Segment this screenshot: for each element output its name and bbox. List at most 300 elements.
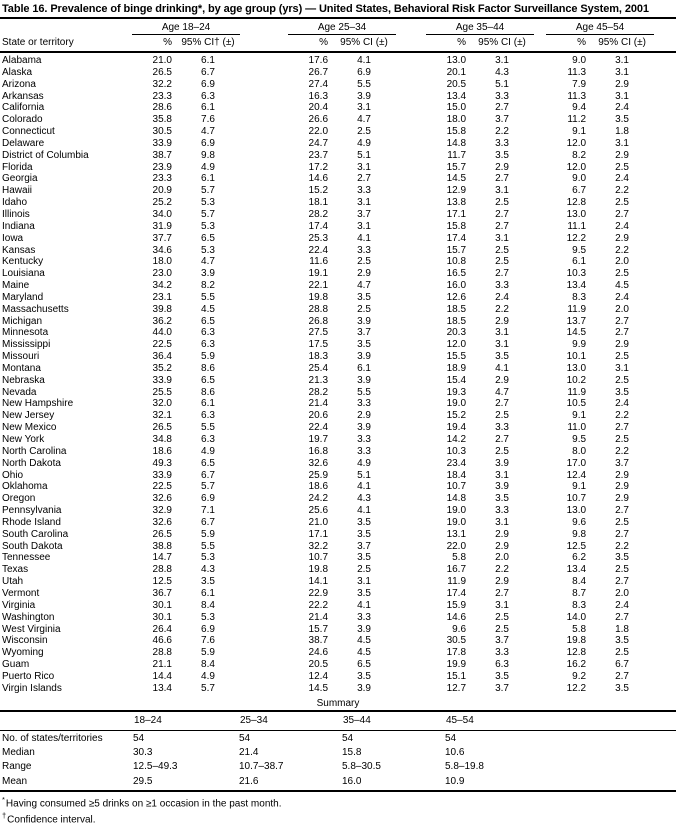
pct-value: 18.9 bbox=[446, 362, 467, 374]
spacer bbox=[654, 316, 676, 328]
ci-value: 5.5 bbox=[201, 291, 215, 303]
pct-value: 16.0 bbox=[446, 280, 467, 292]
summary-col-header-45-54: 45–54 bbox=[443, 711, 676, 731]
spacer bbox=[654, 481, 676, 493]
spacer bbox=[396, 268, 426, 280]
pct-value: 9.2 bbox=[572, 670, 587, 682]
table-row bbox=[0, 434, 676, 446]
pct-value: 9.0 bbox=[572, 173, 587, 185]
spacer bbox=[654, 410, 676, 422]
ci-value: 5.5 bbox=[201, 422, 215, 434]
spacer bbox=[534, 221, 546, 233]
table-row bbox=[0, 304, 676, 316]
state-name: Puerto Rico bbox=[2, 670, 55, 682]
ci-header-2: 95% CI (±) bbox=[332, 35, 396, 53]
spacer bbox=[654, 552, 676, 564]
pct-value: 23.3 bbox=[152, 173, 172, 185]
ci-value: 2.9 bbox=[495, 315, 509, 327]
spacer bbox=[654, 387, 676, 399]
pct-value: 19.8 bbox=[308, 291, 329, 303]
pct-value: 13.0 bbox=[566, 505, 587, 517]
pct-value: 19.9 bbox=[446, 659, 467, 671]
pct-value: 22.0 bbox=[308, 126, 329, 138]
spacer bbox=[240, 173, 288, 185]
pct-value: 30.1 bbox=[152, 599, 172, 611]
pct-value: 26.6 bbox=[308, 114, 329, 126]
spacer bbox=[240, 541, 288, 553]
pct-value: 21.0 bbox=[152, 55, 172, 66]
state-name: Delaware bbox=[2, 137, 45, 149]
group-spacer bbox=[240, 19, 288, 35]
pct-value: 15.7 bbox=[446, 244, 467, 256]
pct-value: 5.8 bbox=[572, 623, 587, 635]
spacer bbox=[240, 493, 288, 505]
table-row bbox=[0, 446, 676, 458]
state-name: Michigan bbox=[2, 315, 43, 327]
pct-value: 17.5 bbox=[308, 339, 329, 351]
table-row bbox=[0, 493, 676, 505]
table-row bbox=[0, 79, 676, 91]
spacer bbox=[240, 387, 288, 399]
ci-value: 6.7 bbox=[615, 659, 629, 671]
summary-value: 30.3 bbox=[133, 746, 153, 758]
pct-value: 49.3 bbox=[152, 457, 172, 469]
summary-col-header-18-24: 18–24 bbox=[131, 711, 237, 731]
ci-value: 2.5 bbox=[357, 256, 371, 268]
spacer bbox=[654, 493, 676, 505]
spacer bbox=[654, 517, 676, 529]
pct-value: 11.6 bbox=[309, 256, 329, 268]
spacer bbox=[396, 671, 426, 683]
summary-value: 12.5–49.3 bbox=[133, 761, 178, 773]
spacer bbox=[534, 659, 546, 671]
spacer bbox=[534, 162, 546, 174]
ci-value: 2.5 bbox=[615, 434, 629, 445]
spacer bbox=[654, 256, 676, 268]
ci-header-1: 95% CI† (±) bbox=[176, 35, 240, 53]
table-row bbox=[0, 209, 676, 221]
ci-value: 4.1 bbox=[357, 232, 371, 244]
pct-value: 11.9 bbox=[567, 386, 587, 398]
ci-value: 3.3 bbox=[495, 90, 509, 102]
state-name: Idaho bbox=[2, 197, 28, 209]
spacer bbox=[240, 91, 288, 103]
spacer bbox=[654, 126, 676, 138]
pct-value: 38.8 bbox=[152, 540, 172, 552]
ci-value: 2.5 bbox=[495, 256, 509, 268]
spacer bbox=[240, 659, 288, 671]
pct-value: 9.5 bbox=[572, 434, 587, 445]
pct-header-1: % bbox=[132, 35, 176, 53]
ci-value: 4.1 bbox=[357, 505, 371, 517]
state-name: Massachusetts bbox=[2, 303, 69, 315]
pct-value: 10.7 bbox=[446, 481, 467, 493]
spacer bbox=[534, 683, 546, 695]
pct-value: 32.9 bbox=[152, 505, 172, 517]
ci-value: 8.4 bbox=[201, 659, 215, 671]
spacer bbox=[396, 635, 426, 647]
ci-value: 2.7 bbox=[615, 611, 629, 623]
spacer bbox=[396, 162, 426, 174]
ci-value: 3.5 bbox=[495, 351, 509, 363]
spacer bbox=[396, 102, 426, 114]
ci-value: 2.5 bbox=[615, 268, 629, 280]
spacer bbox=[534, 529, 546, 541]
pct-value: 14.8 bbox=[446, 137, 467, 149]
ci-value: 3.1 bbox=[615, 137, 629, 149]
table-row bbox=[0, 197, 676, 209]
table-row bbox=[0, 375, 676, 387]
ci-value: 2.4 bbox=[615, 220, 629, 232]
pct-value: 34.0 bbox=[152, 208, 172, 220]
ci-value: 5.9 bbox=[201, 528, 215, 540]
pct-value: 28.6 bbox=[152, 102, 172, 114]
state-name: Louisiana bbox=[2, 268, 45, 280]
ci-header-3: 95% CI (±) bbox=[470, 35, 534, 53]
ci-value: 2.9 bbox=[615, 493, 629, 505]
page-title: Table 16. Prevalence of binge drinking*, by age group (yrs) — United States, Behavioral Risk Factor Surveillance System, 2001 bbox=[0, 0, 676, 19]
spacer bbox=[240, 434, 288, 446]
ci-value: 2.9 bbox=[615, 481, 629, 493]
pct-value: 21.0 bbox=[308, 516, 329, 528]
ci-value: 5.3 bbox=[201, 611, 215, 623]
state-name: Minnesota bbox=[2, 327, 49, 339]
spacer bbox=[534, 102, 546, 114]
state-name: Utah bbox=[2, 576, 24, 588]
state-name: Arizona bbox=[2, 78, 36, 90]
spacer bbox=[654, 647, 676, 659]
table-row bbox=[0, 422, 676, 434]
table-row bbox=[0, 280, 676, 292]
pct-value: 28.2 bbox=[308, 386, 329, 398]
ci-value: 2.5 bbox=[615, 351, 629, 363]
state-name: Mississippi bbox=[2, 339, 51, 351]
spacer bbox=[654, 671, 676, 683]
pct-value: 22.2 bbox=[308, 599, 329, 611]
ci-value: 3.9 bbox=[357, 623, 371, 635]
state-name: Wisconsin bbox=[2, 635, 48, 647]
pct-value: 22.0 bbox=[446, 540, 467, 552]
spacer bbox=[654, 470, 676, 482]
pct-value: 25.2 bbox=[152, 197, 172, 209]
ci-value: 6.9 bbox=[201, 137, 215, 149]
table-row bbox=[0, 410, 676, 422]
ci-value: 3.7 bbox=[495, 114, 509, 126]
spacer bbox=[396, 67, 426, 79]
spacer bbox=[654, 434, 676, 446]
spacer bbox=[534, 600, 546, 612]
spacer bbox=[654, 363, 676, 375]
spacer bbox=[534, 52, 546, 67]
ci-value: 4.9 bbox=[357, 137, 371, 149]
pct-value: 23.4 bbox=[446, 457, 467, 469]
pct-value: 13.4 bbox=[566, 280, 587, 292]
ci-value: 3.9 bbox=[495, 457, 509, 469]
spacer bbox=[534, 245, 546, 257]
spacer bbox=[396, 576, 426, 588]
table-row bbox=[0, 624, 676, 636]
pct-value: 32.6 bbox=[152, 493, 172, 505]
spacer bbox=[534, 114, 546, 126]
ci-value: 3.1 bbox=[357, 161, 371, 173]
table-row bbox=[0, 327, 676, 339]
spacer bbox=[534, 292, 546, 304]
pct-value: 15.4 bbox=[446, 374, 467, 386]
ci-value: 6.9 bbox=[201, 493, 215, 505]
ci-value: 3.3 bbox=[357, 185, 371, 197]
spacer bbox=[654, 304, 676, 316]
summary-table bbox=[0, 710, 676, 793]
pct-value: 21.4 bbox=[308, 611, 329, 623]
ci-value: 2.2 bbox=[615, 185, 629, 197]
spacer bbox=[534, 173, 546, 185]
pct-value: 20.6 bbox=[308, 410, 329, 422]
pct-value: 10.1 bbox=[566, 351, 587, 363]
ci-value: 3.7 bbox=[357, 327, 371, 339]
summary-corner-cell bbox=[0, 711, 131, 731]
spacer bbox=[396, 612, 426, 624]
pct-value: 13.8 bbox=[446, 197, 467, 209]
pct-value: 18.5 bbox=[446, 315, 467, 327]
spacer bbox=[396, 624, 426, 636]
ci-value: 3.9 bbox=[201, 268, 215, 280]
spacer bbox=[396, 79, 426, 91]
summary-header-row bbox=[0, 711, 676, 731]
pct-value: 18.3 bbox=[308, 351, 329, 363]
pct-value: 9.9 bbox=[572, 339, 587, 351]
summary-row-label: Range bbox=[2, 761, 32, 773]
pct-value: 33.9 bbox=[152, 469, 172, 481]
table-row bbox=[0, 564, 676, 576]
ci-value: 4.5 bbox=[357, 647, 371, 659]
ci-value: 7.6 bbox=[201, 635, 215, 647]
ci-value: 6.1 bbox=[201, 55, 215, 66]
ci-value: 2.0 bbox=[615, 587, 629, 599]
spacer bbox=[654, 339, 676, 351]
pct-value: 32.6 bbox=[308, 457, 329, 469]
state-table-body bbox=[0, 52, 676, 695]
summary-value: 16.0 bbox=[342, 775, 362, 787]
pct-value: 37.7 bbox=[152, 232, 172, 244]
ci-value: 4.1 bbox=[357, 599, 371, 611]
ci-value: 2.7 bbox=[615, 315, 629, 327]
pct-value: 10.5 bbox=[566, 398, 587, 410]
pct-value: 22.4 bbox=[308, 422, 329, 434]
spacer bbox=[654, 114, 676, 126]
pct-value: 14.5 bbox=[446, 173, 467, 185]
spacer bbox=[240, 268, 288, 280]
ci-value: 4.9 bbox=[357, 457, 371, 469]
pct-value: 23.3 bbox=[152, 90, 172, 102]
pct-value: 8.3 bbox=[572, 291, 587, 303]
table-row bbox=[0, 387, 676, 399]
ci-value: 3.1 bbox=[495, 469, 509, 481]
pct-value: 28.2 bbox=[308, 208, 329, 220]
pct-value: 15.8 bbox=[446, 220, 467, 232]
spacer bbox=[396, 434, 426, 446]
ci-value: 6.5 bbox=[201, 315, 215, 327]
spacer bbox=[534, 327, 546, 339]
spacer bbox=[534, 304, 546, 316]
state-name: Oklahoma bbox=[2, 481, 48, 493]
pct-value: 13.7 bbox=[566, 315, 587, 327]
ci-value: 3.3 bbox=[495, 280, 509, 292]
ci-value: 2.5 bbox=[495, 410, 509, 422]
spacer bbox=[534, 67, 546, 79]
ci-value: 2.5 bbox=[495, 197, 509, 209]
ci-value: 4.9 bbox=[201, 445, 215, 457]
pct-value: 23.9 bbox=[152, 161, 172, 173]
pct-value: 14.5 bbox=[566, 327, 587, 339]
spacer bbox=[654, 505, 676, 517]
pct-value: 30.1 bbox=[152, 611, 172, 623]
pct-value: 9.4 bbox=[572, 102, 587, 114]
table-row bbox=[0, 162, 676, 174]
spacer bbox=[240, 576, 288, 588]
ci-value: 2.5 bbox=[615, 161, 629, 173]
ci-value: 3.3 bbox=[495, 505, 509, 517]
spacer bbox=[534, 588, 546, 600]
ci-value: 2.9 bbox=[357, 410, 371, 422]
ci-value: 6.9 bbox=[357, 66, 371, 78]
ci-value: 2.7 bbox=[615, 528, 629, 540]
pct-value: 16.7 bbox=[446, 564, 467, 576]
ci-value: 2.7 bbox=[495, 102, 509, 114]
summary-row-label: Mean bbox=[2, 775, 28, 787]
table-row bbox=[0, 102, 676, 114]
pct-value: 24.7 bbox=[308, 137, 329, 149]
spacer bbox=[396, 458, 426, 470]
ci-value: 2.7 bbox=[615, 327, 629, 339]
spacer bbox=[534, 541, 546, 553]
spacer bbox=[396, 245, 426, 257]
pct-value: 35.8 bbox=[152, 114, 172, 126]
summary-value: 5.8–30.5 bbox=[342, 761, 381, 773]
state-name: Hawaii bbox=[2, 185, 33, 197]
ci-value: 6.7 bbox=[201, 516, 215, 528]
spacer bbox=[654, 173, 676, 185]
pct-value: 12.0 bbox=[446, 339, 467, 351]
state-name: Nevada bbox=[2, 386, 37, 398]
state-name: Maryland bbox=[2, 291, 44, 303]
pct-value: 11.1 bbox=[567, 220, 587, 232]
spacer bbox=[396, 221, 426, 233]
spacer bbox=[396, 529, 426, 541]
ci-value: 2.2 bbox=[495, 303, 509, 315]
ci-value: 2.5 bbox=[615, 197, 629, 209]
ci-value: 3.9 bbox=[357, 351, 371, 363]
spacer bbox=[534, 434, 546, 446]
ci-value: 6.9 bbox=[201, 78, 215, 90]
pct-value: 13.4 bbox=[152, 682, 172, 694]
ci-value: 5.1 bbox=[357, 469, 371, 481]
summary-row bbox=[0, 746, 676, 760]
pct-value: 12.4 bbox=[566, 469, 587, 481]
table-row bbox=[0, 173, 676, 185]
spacer bbox=[534, 422, 546, 434]
ci-value: 6.5 bbox=[201, 457, 215, 469]
spacer bbox=[396, 541, 426, 553]
ci-value: 2.2 bbox=[615, 410, 629, 422]
spacer bbox=[240, 647, 288, 659]
ci-value: 6.1 bbox=[201, 398, 215, 410]
ci-value: 3.1 bbox=[357, 102, 371, 114]
state-name: West Virginia bbox=[2, 623, 61, 635]
spacer bbox=[396, 138, 426, 150]
ci-value: 2.7 bbox=[495, 220, 509, 232]
summary-value: 54 bbox=[342, 732, 354, 744]
ci-value: 2.2 bbox=[615, 445, 629, 457]
spacer bbox=[396, 600, 426, 612]
pct-value: 27.5 bbox=[308, 327, 329, 339]
pct-value: 14.6 bbox=[308, 173, 329, 185]
summary-value: 54 bbox=[133, 732, 145, 744]
table-row bbox=[0, 612, 676, 624]
footnote-confidence-interval bbox=[2, 810, 676, 826]
ci-value: 3.1 bbox=[495, 599, 509, 611]
pct-value: 35.2 bbox=[152, 362, 172, 374]
spacer bbox=[534, 493, 546, 505]
pct-value: 14.0 bbox=[566, 611, 587, 623]
state-name: Virginia bbox=[2, 599, 36, 611]
spacer bbox=[240, 517, 288, 529]
ci-value: 2.5 bbox=[615, 647, 629, 659]
table-header bbox=[0, 19, 676, 52]
summary-value: 21.4 bbox=[239, 746, 259, 758]
pct-value: 9.1 bbox=[572, 126, 587, 138]
ci-value: 7.1 bbox=[201, 505, 215, 517]
table-row bbox=[0, 67, 676, 79]
ci-header-4: 95% CI (±) bbox=[590, 35, 654, 53]
ci-value: 4.1 bbox=[495, 362, 509, 374]
pct-value: 34.6 bbox=[152, 244, 172, 256]
pct-value: 17.4 bbox=[446, 232, 467, 244]
ci-value: 2.9 bbox=[615, 339, 629, 351]
pct-value: 32.2 bbox=[308, 540, 329, 552]
pct-value: 15.5 bbox=[446, 351, 467, 363]
spacer bbox=[654, 612, 676, 624]
pct-value: 12.0 bbox=[566, 161, 587, 173]
spacer bbox=[396, 280, 426, 292]
spacer bbox=[396, 470, 426, 482]
spacer bbox=[654, 351, 676, 363]
spacer bbox=[534, 233, 546, 245]
ci-value: 2.5 bbox=[495, 445, 509, 457]
spacer bbox=[396, 410, 426, 422]
table-row bbox=[0, 221, 676, 233]
pct-value: 14.4 bbox=[152, 670, 172, 682]
pct-header-4: % bbox=[546, 35, 590, 53]
footnote-text: Confidence interval. bbox=[7, 814, 96, 826]
spacer bbox=[654, 280, 676, 292]
ci-value: 1.8 bbox=[615, 623, 629, 635]
ci-value: 3.1 bbox=[615, 362, 629, 374]
spacer bbox=[534, 209, 546, 221]
ci-value: 2.9 bbox=[615, 78, 629, 90]
ci-value: 5.3 bbox=[201, 552, 215, 564]
spacer bbox=[396, 197, 426, 209]
spacer bbox=[534, 363, 546, 375]
ci-value: 4.9 bbox=[201, 670, 215, 682]
ci-value: 3.1 bbox=[495, 339, 509, 351]
state-name: Nebraska bbox=[2, 374, 45, 386]
summary-value: 54 bbox=[239, 732, 251, 744]
group-spacer bbox=[396, 19, 426, 35]
pct-value: 15.9 bbox=[446, 599, 467, 611]
table-row bbox=[0, 600, 676, 612]
ci-value: 6.1 bbox=[357, 362, 371, 374]
ci-value: 5.9 bbox=[201, 351, 215, 363]
